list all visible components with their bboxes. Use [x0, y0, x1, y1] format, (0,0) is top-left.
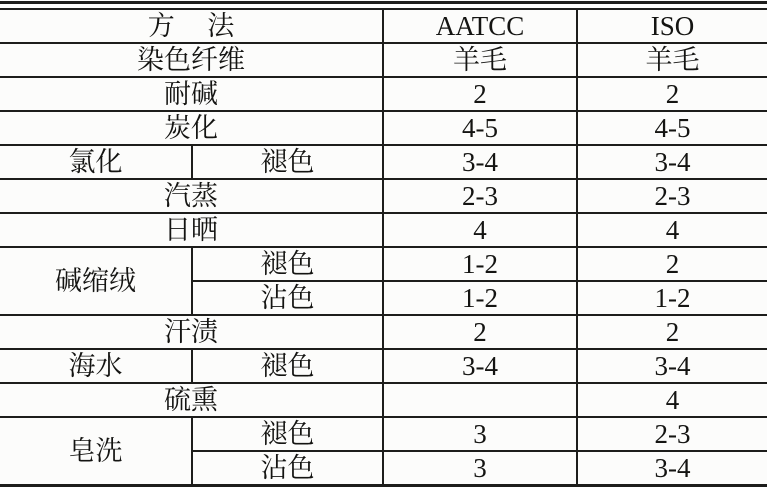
- aatcc-value-cell: 2: [383, 77, 577, 111]
- table-row: [0, 417, 767, 451]
- iso-header-cell: ISO: [577, 9, 767, 43]
- aatcc-header-cell: AATCC: [383, 9, 577, 43]
- method-cell: 日晒: [0, 213, 383, 247]
- table-row: [0, 383, 767, 417]
- method-header-cell: 方 法: [0, 9, 383, 43]
- method-cell: 皂洗: [0, 417, 192, 486]
- iso-value-cell: 3-4: [577, 145, 767, 179]
- method-cell: 碱缩绒: [0, 247, 192, 315]
- method-cell: 硫熏: [0, 383, 383, 417]
- aatcc-value-cell: 4-5: [383, 111, 577, 145]
- iso-value-cell: 1-2: [577, 281, 767, 315]
- color-fastness-table: [0, 8, 767, 487]
- iso-value-cell: 4: [577, 213, 767, 247]
- aatcc-value-cell: 羊毛: [383, 43, 577, 77]
- table-row: [0, 315, 767, 349]
- iso-value-cell: 2: [577, 315, 767, 349]
- iso-value-cell: 2-3: [577, 417, 767, 451]
- iso-value-cell: 2: [577, 247, 767, 281]
- iso-value-cell: 4: [577, 383, 767, 417]
- aatcc-value-cell: [383, 383, 577, 417]
- iso-value-cell: 2-3: [577, 179, 767, 213]
- iso-value-cell: 3-4: [577, 451, 767, 486]
- aatcc-value-cell: 3-4: [383, 349, 577, 383]
- table-row: [0, 247, 767, 281]
- aatcc-value-cell: 1-2: [383, 247, 577, 281]
- aatcc-value-cell: 1-2: [383, 281, 577, 315]
- subtype-cell: 沾色: [192, 451, 383, 486]
- aatcc-value-cell: 2: [383, 315, 577, 349]
- subtype-cell: 褪色: [192, 145, 383, 179]
- method-cell: 汗渍: [0, 315, 383, 349]
- method-cell: 耐碱: [0, 77, 383, 111]
- aatcc-value-cell: 3: [383, 417, 577, 451]
- aatcc-value-cell: 4: [383, 213, 577, 247]
- subtype-cell: 褪色: [192, 247, 383, 281]
- table-row-header: [0, 9, 767, 43]
- subtype-cell: 沾色: [192, 281, 383, 315]
- method-cell: 炭化: [0, 111, 383, 145]
- method-cell: 氯化: [0, 145, 192, 179]
- table-row: [0, 77, 767, 111]
- table-row: [0, 43, 767, 77]
- subtype-cell: 褪色: [192, 349, 383, 383]
- aatcc-value-cell: 3: [383, 451, 577, 486]
- table-row: [0, 349, 767, 383]
- aatcc-value-cell: 3-4: [383, 145, 577, 179]
- iso-value-cell: 2: [577, 77, 767, 111]
- table-row: [0, 111, 767, 145]
- subtype-cell: 褪色: [192, 417, 383, 451]
- table-top-rule: [0, 1, 767, 4]
- iso-value-cell: 羊毛: [577, 43, 767, 77]
- table-row: [0, 179, 767, 213]
- iso-value-cell: 4-5: [577, 111, 767, 145]
- method-cell: 染色纤维: [0, 43, 383, 77]
- method-cell: 汽蒸: [0, 179, 383, 213]
- iso-value-cell: 3-4: [577, 349, 767, 383]
- method-cell: 海水: [0, 349, 192, 383]
- table-row: [0, 145, 767, 179]
- aatcc-value-cell: 2-3: [383, 179, 577, 213]
- table-row: [0, 213, 767, 247]
